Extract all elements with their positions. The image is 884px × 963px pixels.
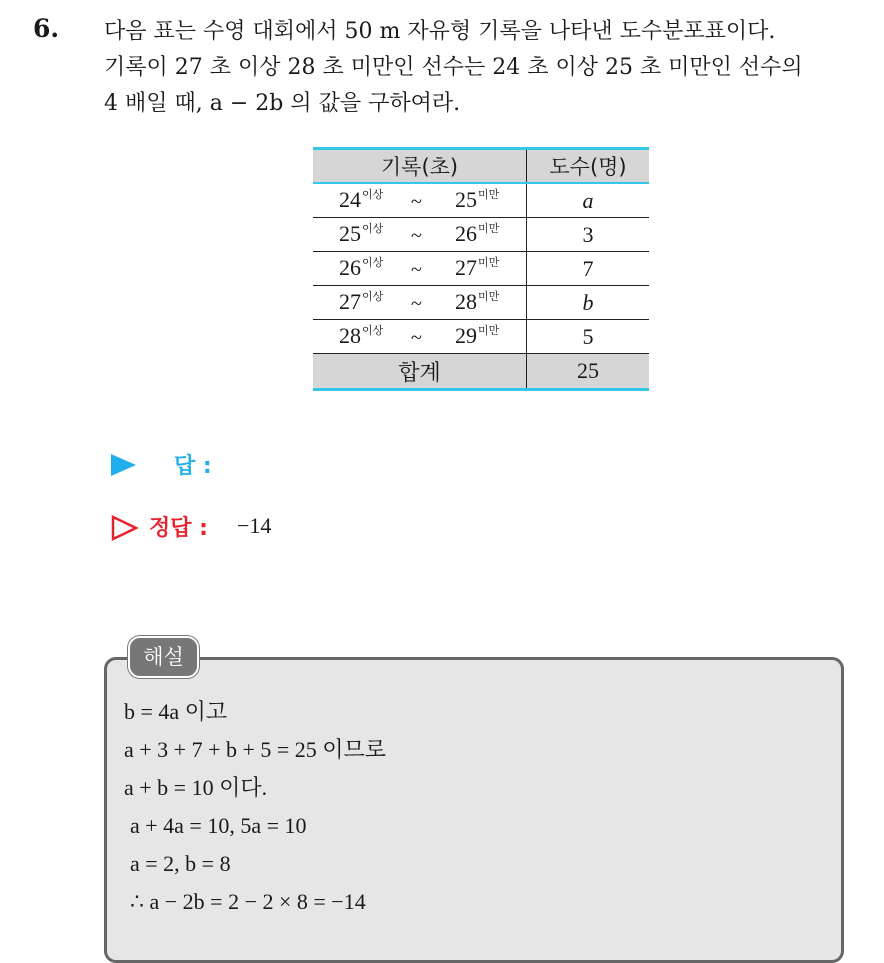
outlined-triangle-icon	[111, 515, 139, 541]
range-from-suffix: 이상	[362, 188, 384, 201]
header-record: 기록(초)	[313, 149, 527, 184]
range-from: 26	[339, 255, 361, 280]
range-from-suffix: 이상	[362, 222, 384, 235]
range-to-suffix: 미만	[478, 256, 500, 269]
range-tilde: ~	[411, 259, 422, 281]
range-to: 25	[455, 187, 477, 212]
range-tilde: ~	[411, 327, 422, 349]
range-to-suffix: 미만	[478, 324, 500, 337]
question-line-3: 4 배일 때, a − 2b 의 값을 구하여라.	[104, 91, 461, 116]
frequency-cell: a	[582, 187, 594, 213]
question-text	[104, 14, 874, 122]
solution-line: ∴ a − 2b = 2 − 2 × 8 = −14	[130, 889, 366, 914]
range-from: 24	[339, 187, 361, 212]
range-to: 29	[455, 323, 477, 348]
table-row	[313, 218, 649, 252]
range-from-suffix: 이상	[362, 290, 384, 303]
range-to-suffix: 미만	[478, 188, 500, 201]
correct-answer-label: 정답 :	[149, 516, 208, 541]
total-value: 25	[577, 358, 599, 383]
range-to: 26	[455, 221, 477, 246]
solution-line: a + b = 10 이다.	[124, 775, 268, 800]
solution-line: a + 4a = 10, 5a = 10	[130, 813, 307, 838]
play-triangle-icon	[111, 454, 136, 476]
question-line-1: 다음 표는 수영 대회에서 50 m 자유형 기록을 나타낸 도수분포표이다.	[104, 19, 776, 44]
frequency-cell: 7	[582, 255, 594, 281]
table-total-row	[313, 354, 649, 390]
range-from: 27	[339, 289, 361, 314]
header-frequency: 도수(명)	[549, 155, 627, 179]
table-row	[313, 320, 649, 354]
table-header-row	[313, 149, 649, 184]
table-row	[313, 183, 649, 218]
range-tilde: ~	[411, 191, 422, 213]
range-to-suffix: 미만	[478, 290, 500, 303]
range-tilde: ~	[411, 293, 422, 315]
range-tilde: ~	[411, 225, 422, 247]
solution-content	[124, 693, 386, 921]
frequency-cell: 5	[582, 323, 594, 349]
range-from-suffix: 이상	[362, 324, 384, 337]
correct-answer-value: −14	[237, 513, 272, 538]
range-from-suffix: 이상	[362, 256, 384, 269]
frequency-table	[313, 147, 649, 391]
frequency-cell: b	[582, 289, 594, 315]
total-label: 합계	[313, 354, 527, 390]
range-from: 28	[339, 323, 361, 348]
solution-line: b = 4a 이고	[124, 699, 228, 724]
range-from: 25	[339, 221, 361, 246]
frequency-cell: 3	[582, 221, 594, 247]
answer-label: 답 :	[174, 454, 212, 479]
solution-line: a = 2, b = 8	[130, 851, 231, 876]
table-row	[313, 286, 649, 320]
range-to: 27	[455, 255, 477, 280]
solution-line: a + 3 + 7 + b + 5 = 25 이므로	[124, 737, 387, 762]
question-line-2: 기록이 27 초 이상 28 초 미만인 선수는 24 초 이상 25 초 미만인 선수의	[104, 55, 803, 80]
range-to: 28	[455, 289, 477, 314]
solution-tag: 해설	[128, 636, 199, 678]
range-to-suffix: 미만	[478, 222, 500, 235]
table-row	[313, 252, 649, 286]
question-number: 6.	[33, 14, 60, 43]
